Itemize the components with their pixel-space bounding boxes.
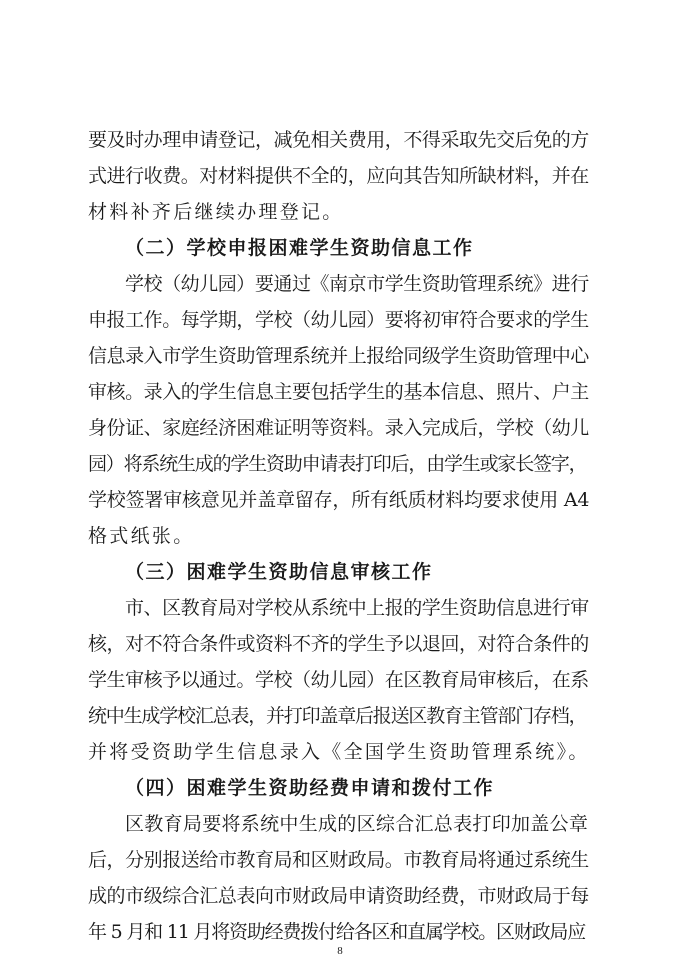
body-text-line: 材料补齐后继续办理登记。 [88, 201, 344, 223]
body-text-line: 身份证、家庭经济困难证明等资料。录入完成后，学校（幼儿 [88, 417, 589, 439]
body-text-line: 信息录入市学生资助管理系统并上报给同级学生资助管理中心 [88, 345, 589, 367]
body-text-line: 区教育局要将系统中生成的区综合汇总表打印加盖公章 [125, 813, 589, 835]
body-text-line: 申报工作。每学期，学校（幼儿园）要将初审符合要求的学生 [88, 309, 589, 331]
body-text-line: 年 5 月和 11 月将资助经费拨付给各区和直属学校。区财政局应 [88, 921, 586, 943]
body-text-line: 核，对不符合条件或资料不齐的学生予以退回，对符合条件的 [88, 633, 589, 655]
body-text-line: 学校签署审核意见并盖章留存，所有纸质材料均要求使用 A4 [88, 489, 590, 511]
body-text-line: 市、区教育局对学校从系统中上报的学生资助信息进行审 [125, 597, 589, 619]
body-text-line: 学生审核予以通过。学校（幼儿园）在区教育局审核后，在系 [88, 669, 589, 691]
section-heading: （四）困难学生资助经费申请和拨付工作 [125, 777, 495, 799]
body-text-line: 式进行收费。对材料提供不全的，应向其告知所缺材料，并在 [88, 165, 589, 187]
body-text-line: 要及时办理申请登记，减免相关费用，不得采取先交后免的方 [88, 129, 589, 151]
body-text-line: 统中生成学校汇总表，并打印盖章后报送区教育主管部门存档， [88, 705, 587, 727]
body-text-line: 后，分别报送给市教育局和区财政局。市教育局将通过系统生 [88, 849, 589, 871]
body-text-line: 格式纸张。 [88, 525, 195, 547]
body-text-line: 学校（幼儿园）要通过《南京市学生资助管理系统》进行 [125, 273, 589, 295]
section-heading: （二）学校申报困难学生资助信息工作 [125, 237, 474, 259]
body-text-line: 审核。录入的学生信息主要包括学生的基本信息、照片、户主 [88, 381, 589, 403]
body-text-line: 成的市级综合汇总表向市财政局申请资助经费，市财政局于每 [88, 885, 589, 907]
page-number: 8 [337, 945, 343, 957]
body-text-line: 园）将系统生成的学生资助申请表打印后，由学生或家长签字， [88, 453, 587, 475]
section-heading: （三）困难学生资助信息审核工作 [125, 561, 433, 583]
body-text-line: 并将受资助学生信息录入《全国学生资助管理系统》。 [88, 741, 590, 763]
